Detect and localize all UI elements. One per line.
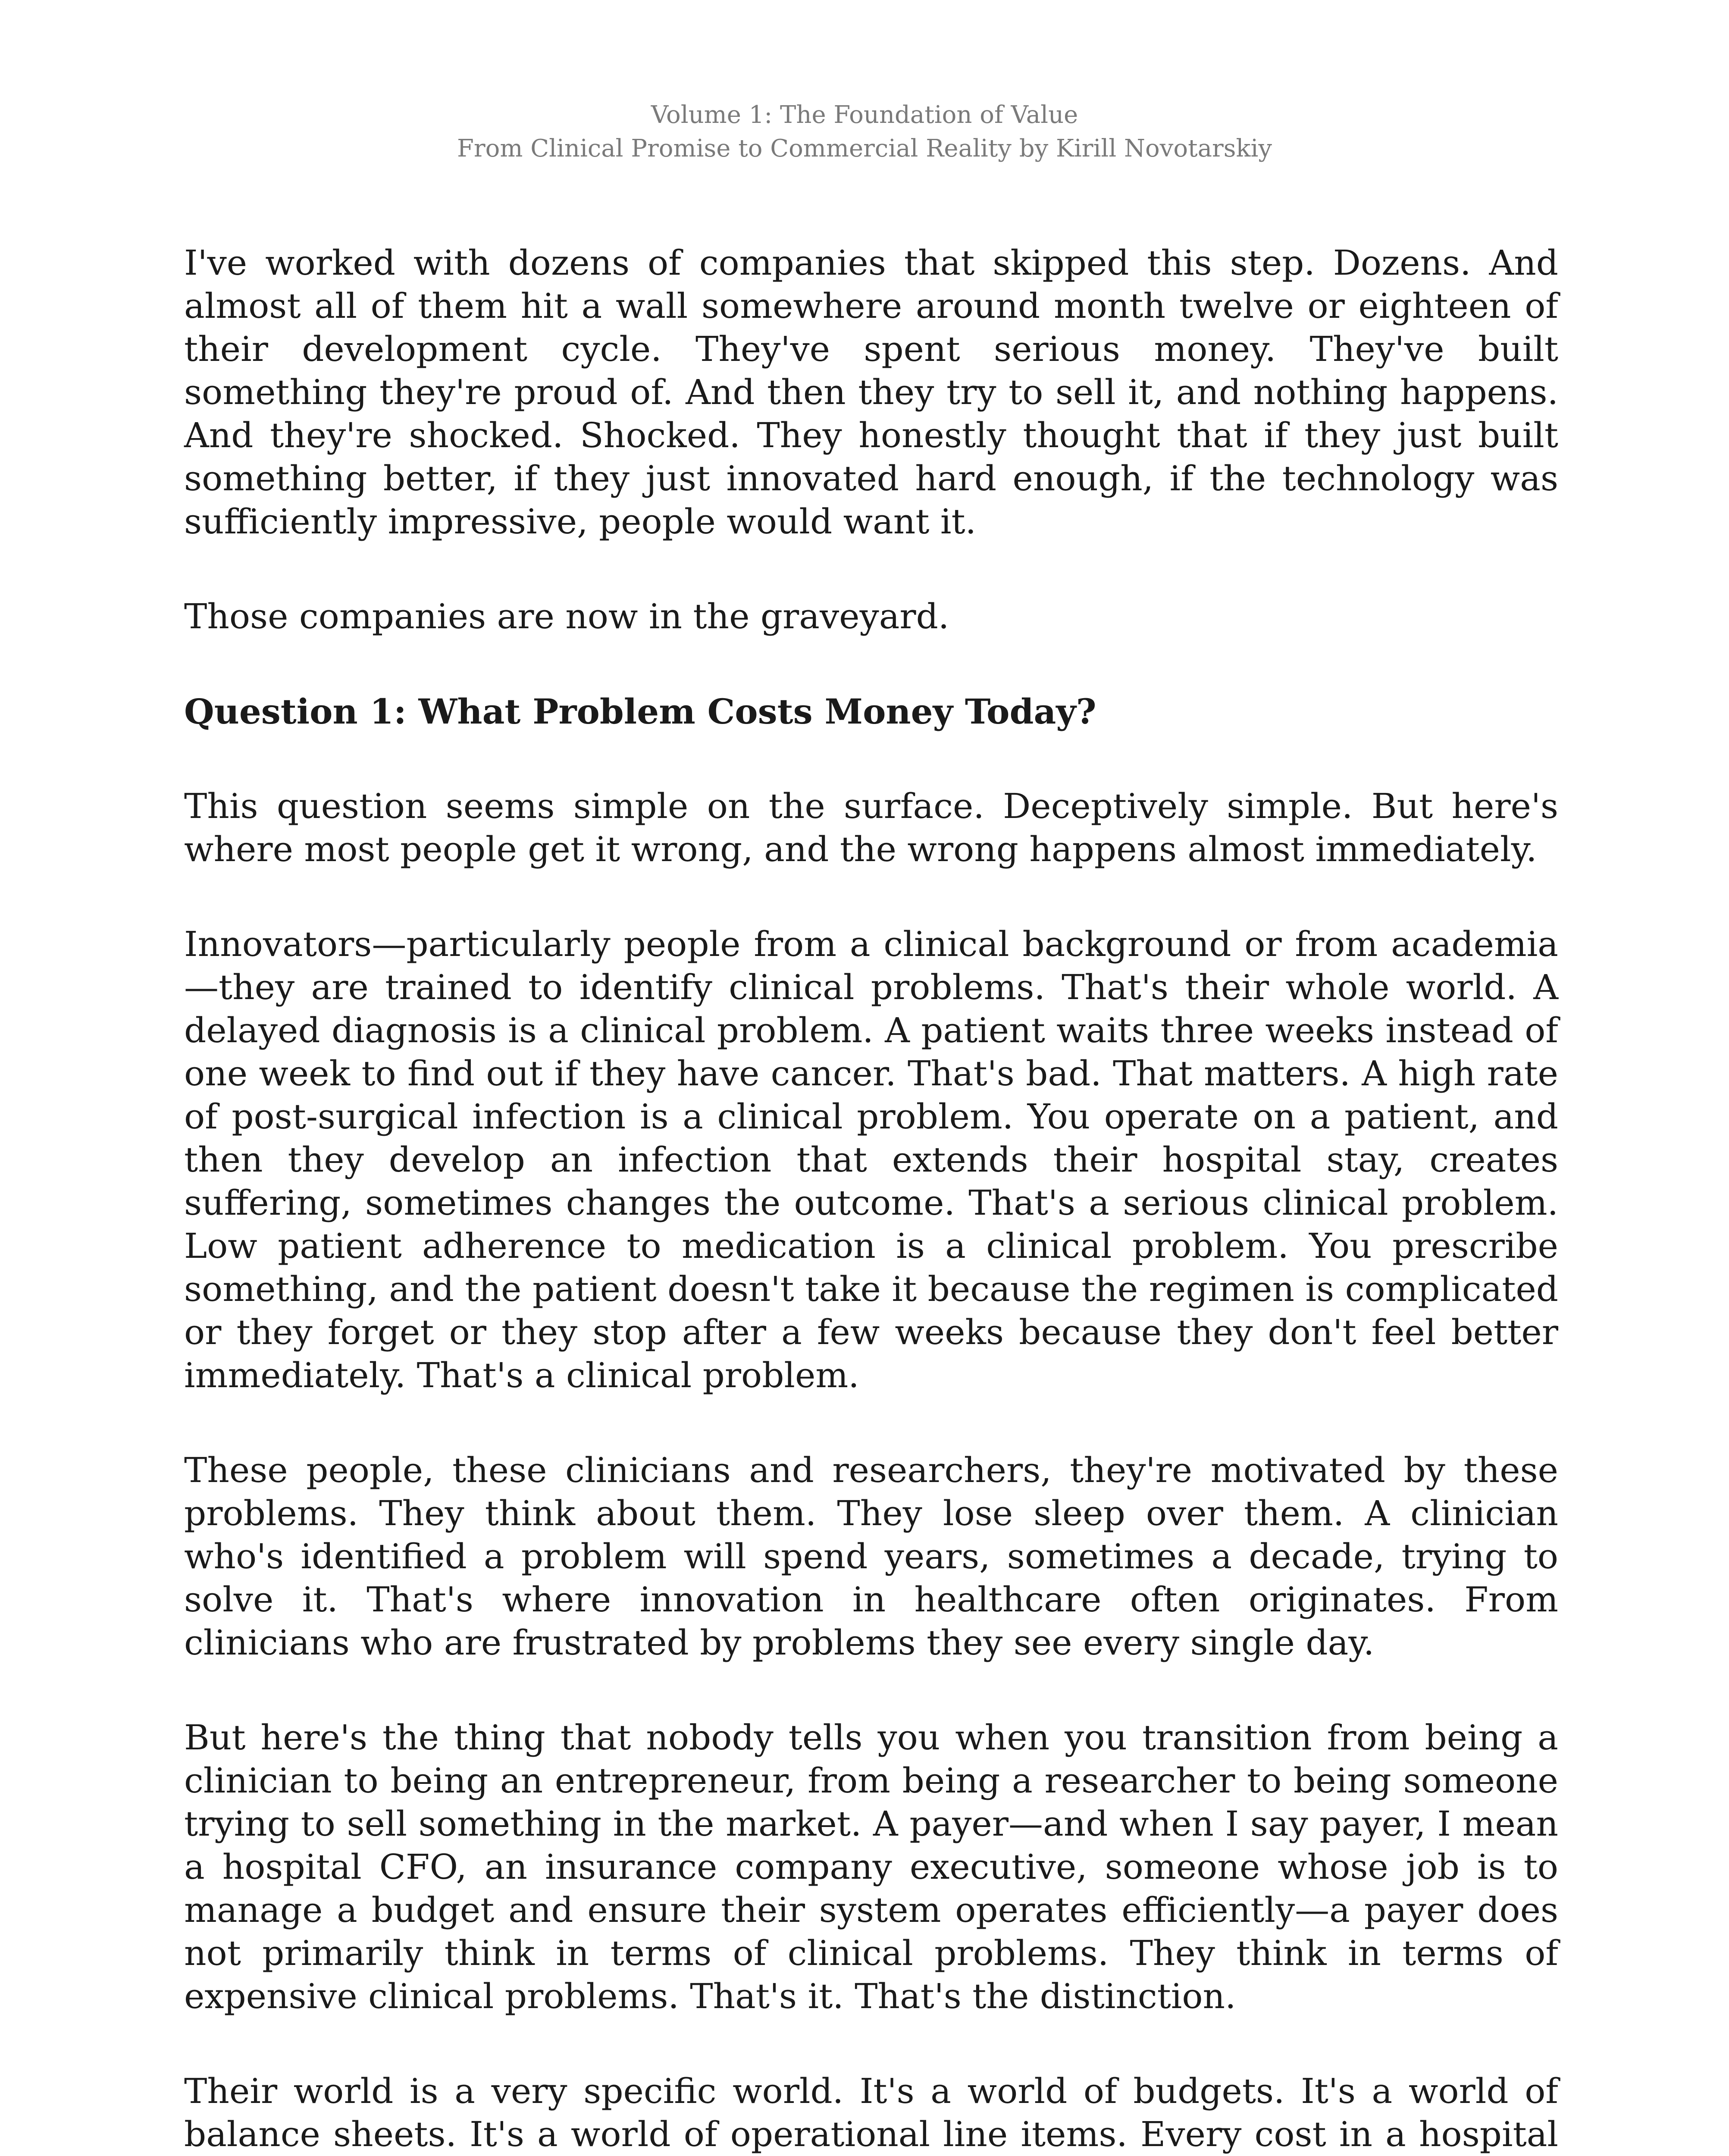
- running-header: [0, 98, 1729, 166]
- paragraph: Those companies are now in the graveyard.: [184, 596, 949, 636]
- page-body: [184, 241, 1558, 2156]
- paragraph: Their world is a very specific world. It's a world of budgets. It's a world of balance sheets. It's a world of operational line items. Every cost in a hospital: [184, 2071, 1558, 2154]
- header-volume-title: Volume 1: The Foundation of Value: [651, 101, 1078, 129]
- paragraph: This question seems simple on the surface. Deceptively simple. But here's where most people get it wrong, and the wrong happens almost immediately.: [184, 786, 1558, 869]
- section-heading: Question 1: What Problem Costs Money Today?: [184, 691, 1096, 732]
- paragraph: These people, these clinicians and researchers, they're motivated by these problems. They think about them. They lose sleep over them. A clinician who's identified a problem will spend years, sometimes a decade, trying to solve it. That's where innovation in healthcare often originates. From clinicians who are frustrated by problems they see every single day.: [184, 1450, 1558, 1663]
- paragraph: I've worked with dozens of companies that skipped this step. Dozens. And almost all of them hit a wall somewhere around month twelve or eighteen of their development cycle. They've spent serious money. They've built something they're proud of. And then they try to sell it, and nothing happens. And they're shocked. Shocked. They honestly thought that if they just built something better, if they just innovated hard enough, if the technology was sufficiently impressive, people would want it.: [184, 243, 1558, 542]
- header-book-title: From Clinical Promise to Commercial Reality by Kirill Novotarskiy: [457, 135, 1272, 163]
- paragraph: But here's the thing that nobody tells you when you transition from being a clinician to being an entrepreneur, from being a researcher to being someone trying to sell something in the market. A payer—and when I say payer, I mean a hospital CFO, an insurance company executive, someone whose job is to manage a budget and ensure their system operates efficiently—a payer does not primarily think in terms of clinical problems. They think in terms of expensive clinical problems. That's it. That's the distinction.: [184, 1717, 1558, 2016]
- paragraph: Innovators—particularly people from a clinical background or from academia—they are trained to identify clinical problems. That's their whole world. A delayed diagnosis is a clinical problem. A patient waits three weeks instead of one week to find out if they have cancer. That's bad. That matters. A high rate of post-surgical infection is a clinical problem. You operate on a patient, and then they develop an infection that extends their hospital stay, creates suffering, sometimes changes the outcome. That's a serious clinical problem. Low patient adherence to medication is a clinical problem. You prescribe something, and the patient doesn't take it because the regimen is complicated or they forget or they stop after a few weeks because they don't feel better immediately. That's a clinical problem.: [184, 924, 1558, 1395]
